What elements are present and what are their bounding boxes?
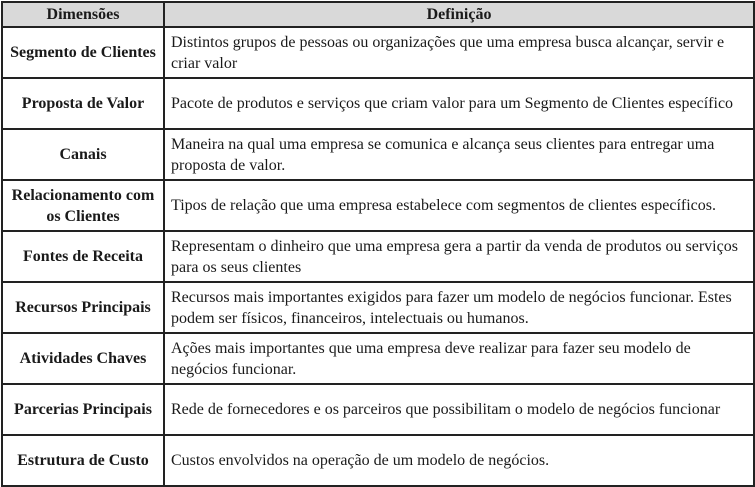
table-row xyxy=(2,78,754,129)
dimension-cell: Proposta de Valor xyxy=(2,78,164,129)
table-row xyxy=(2,282,754,333)
definition-cell: Ações mais importantes que uma empresa deve realizar para fazer seu modelo de negócios funcionar. xyxy=(164,333,754,384)
table-row xyxy=(2,384,754,435)
definition-cell: Distintos grupos de pessoas ou organizações que uma empresa busca alcançar, servir e criar valor xyxy=(164,27,754,78)
dimension-cell: Recursos Principais xyxy=(2,282,164,333)
definition-cell: Tipos de relação que uma empresa estabelece com segmentos de clientes específicos. xyxy=(164,180,754,231)
dimension-cell: Segmento de Clientes xyxy=(2,27,164,78)
table-row xyxy=(2,435,754,486)
business-model-table-container xyxy=(1,1,753,487)
definition-cell: Representam o dinheiro que uma empresa gera a partir da venda de produtos ou serviços para os seus clientes xyxy=(164,231,754,282)
table-row xyxy=(2,180,754,231)
definition-cell: Maneira na qual uma empresa se comunica e alcança seus clientes para entregar uma proposta de valor. xyxy=(164,129,754,180)
dimension-cell: Estrutura de Custo xyxy=(2,435,164,486)
table-row xyxy=(2,231,754,282)
table-row xyxy=(2,27,754,78)
dimension-cell: Atividades Chaves xyxy=(2,333,164,384)
table-row xyxy=(2,333,754,384)
dimension-cell: Canais xyxy=(2,129,164,180)
dimension-cell: Fontes de Receita xyxy=(2,231,164,282)
header-dimensions: Dimensões xyxy=(2,2,164,27)
definition-cell: Pacote de produtos e serviços que criam valor para um Segmento de Clientes específico xyxy=(164,78,754,129)
dimension-cell: Relacionamento com os Clientes xyxy=(2,180,164,231)
dimension-cell: Parcerias Principais xyxy=(2,384,164,435)
business-model-dimensions-table xyxy=(1,1,755,487)
definition-cell: Recursos mais importantes exigidos para fazer um modelo de negócios funcionar. Estes podem ser físicos, financeiros, intelectuais ou humanos. xyxy=(164,282,754,333)
table-row xyxy=(2,129,754,180)
header-definition: Definição xyxy=(164,2,754,27)
table-header-row xyxy=(2,2,754,27)
definition-cell: Custos envolvidos na operação de um modelo de negócios. xyxy=(164,435,754,486)
definition-cell: Rede de fornecedores e os parceiros que possibilitam o modelo de negócios funcionar xyxy=(164,384,754,435)
